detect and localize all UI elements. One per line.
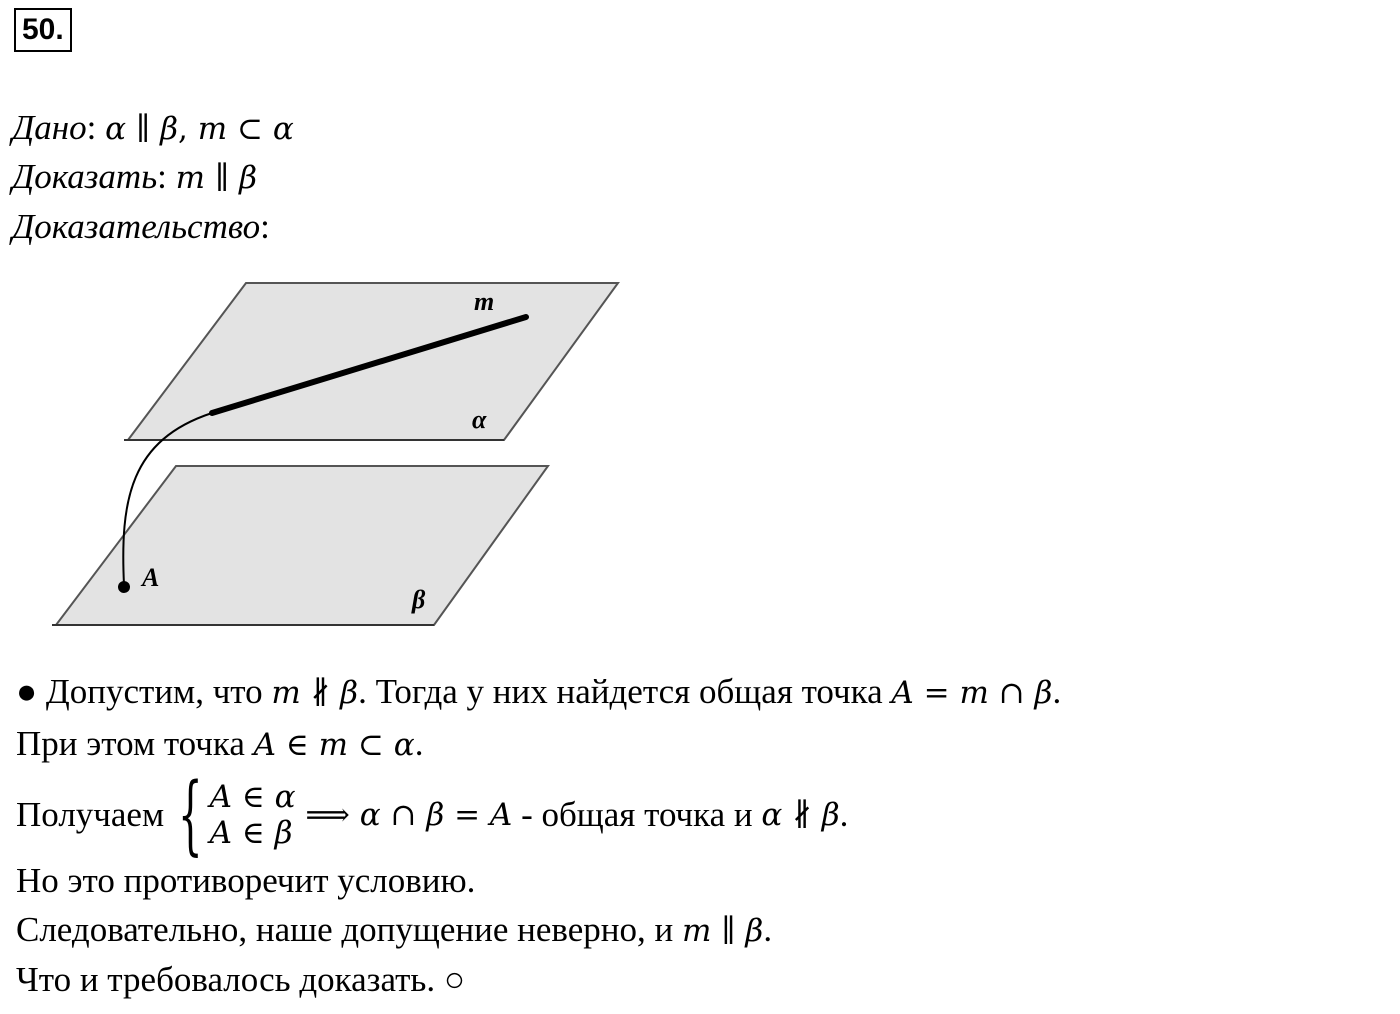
prove-line: Доказать: m ∥ β: [12, 157, 257, 196]
proof-line-3: Получаем { A ∈ α A ∈ β ⟹ α ∩ β = A - общая точка и α ∦ β.: [16, 765, 849, 865]
equation-system: { A ∈ α A ∈ β: [177, 765, 296, 865]
label-beta: β: [412, 585, 426, 614]
proof-label-line: Доказательство:: [12, 207, 270, 246]
proof-line-4: Но это противоречит условию.: [16, 861, 476, 900]
planes-diagram: [40, 270, 640, 640]
proof-line-1: ● Допустим, что m ∦ β. Тогда у них найдется общая точка A = m ∩ β.: [16, 672, 1062, 711]
given-label: Дано: [12, 108, 87, 147]
plane-beta: [56, 466, 548, 625]
brace: {: [177, 765, 203, 865]
bullet: ●: [16, 672, 46, 711]
label-alpha: α: [472, 405, 487, 434]
label-A: A: [142, 563, 160, 592]
end-of-proof-mark: ○: [443, 960, 466, 999]
problem-number: 50.: [14, 8, 72, 52]
proof-label: Доказательство: [12, 207, 261, 246]
proof-line-5: Следовательно, наше допущение неверно, и m ∥ β.: [16, 910, 773, 949]
proof-line-6: Что и требовалось доказать. ○: [16, 960, 466, 999]
given-line: Дано: α ∥ β, m ⊂ α: [12, 108, 294, 147]
proof-line-2: При этом точка A ∈ m ⊂ α.: [16, 724, 424, 763]
prove-label: Доказать: [12, 157, 158, 196]
point-A: [118, 581, 130, 593]
label-m: m: [474, 287, 495, 316]
